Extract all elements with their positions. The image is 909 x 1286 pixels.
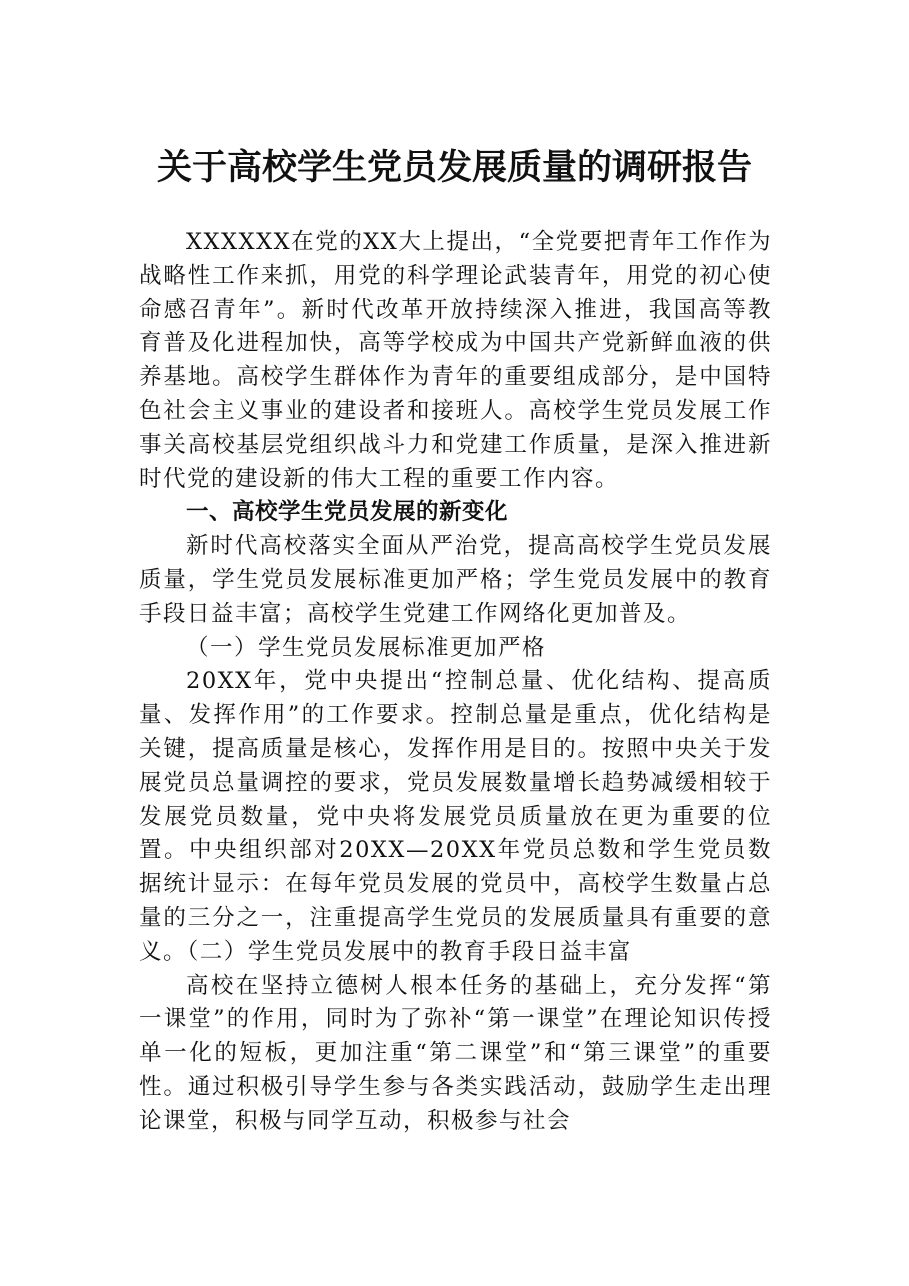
- subsection-heading-2: （二）学生党员发展中的教育手段日益丰富: [187, 938, 632, 965]
- document-body: [139, 226, 772, 1139]
- intro-paragraph: XXXXXX在党的XX大上提出，“全党要把青年工作作为战略性工作来抓，用党的科学理论武装青年，用党的初心使命感召青年”。新时代改革开放持续深入推进，我国高等教育普及化进程加快，高等学校成为中国共产党新鲜血液的供养基地。高校学生群体作为青年的重要组成部分，是中国特色社会主义事业的建设者和接班人。高校学生党员发展工作事关高校基层党组织战斗力和党建工作质量，是深入推进新时代党的建设新的伟大工程的重要工作内容。: [139, 229, 772, 492]
- document-title: 关于高校学生党员发展质量的调研报告: [156, 147, 752, 188]
- section-1-paragraph: 新时代高校落实全面从严治党，提高高校学生党员发展质量，学生党员发展标准更加严格；学生党员发展中的教育手段日益丰富；高校学生党建工作网络化更加普及。: [139, 533, 772, 627]
- subsection-1-text: 20XX年，党中央提出“控制总量、优化结构、提高质量、发挥作用”的工作要求。控制总量是重点，优化结构是关键，提高质量是核心，发挥作用是目的。按照中央关于发展党员总量调控的要求，党员发展数量增长趋势减缓相较于发展党员数量，党中央将发展党员质量放在更为重要的位置。中央组织部对20XX—20XX年党员总数和学生党员数据统计显示：在每年党员发展的党员中，高校学生数量占总量的三分之一，注重提高学生党员的发展质量具有重要的意义。: [139, 668, 772, 965]
- subsection-heading-1: （一）学生党员发展标准更加严格: [186, 634, 547, 661]
- subsection-2-paragraph: 高校在坚持立德树人根本任务的基础上，充分发挥“第一课堂”的作用，同时为了弥补“第一课堂”在理论知识传授单一化的短板，更加注重“第二课堂”和“第三课堂”的重要性。通过积极引导学生参与各类实践活动，鼓励学生走出理论课堂，积极与同学互动，积极参与社会: [139, 972, 772, 1134]
- subsection-1-paragraph: [139, 665, 772, 969]
- section-heading-1: 一、高校学生党员发展的新变化: [186, 499, 509, 526]
